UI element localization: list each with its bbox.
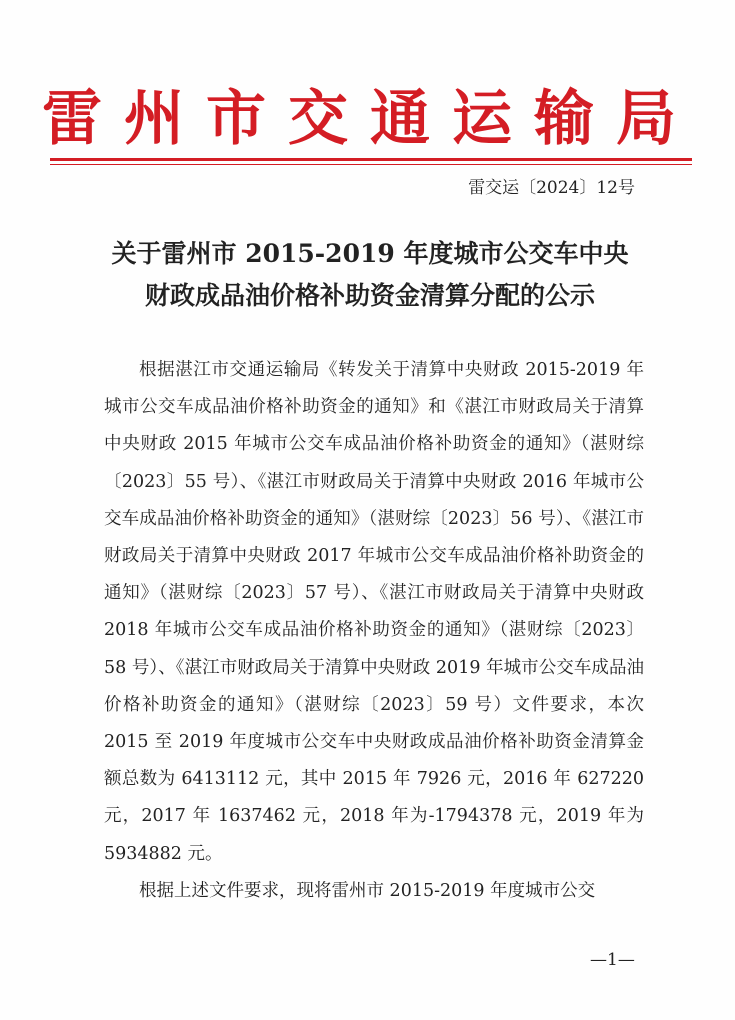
header-red-rule	[50, 158, 692, 161]
body-paragraph-2: 根据上述文件要求，现将雷州市 2015-2019 年度城市公交	[139, 880, 596, 901]
document-title-line-2: 财政成品油价格补助资金清算分配的公示	[144, 281, 595, 310]
issuing-organization-title: 雷州市交通运输局	[42, 84, 698, 154]
document-body	[104, 352, 644, 910]
page-number: —1—	[590, 950, 635, 970]
header-red-thin-rule	[50, 164, 692, 165]
document-number: 雷交运〔2024〕12号	[468, 178, 635, 198]
document-title-line-1: 关于雷州市 2015-2019 年度城市公交车中央	[111, 239, 629, 268]
document-title	[60, 233, 680, 317]
body-paragraph-1: 根据湛江市交通运输局《转发关于清算中央财政 2015-2019 年城市公交车成品油价格补助资金的通知》和《湛江市财政局关于清算中央财政 2015 年城市公交车成品油价格补助资金的通知》（湛财综〔2023〕55 号）、《湛江市财政局关于清算中央财政 2016 年城市公交车成品油价格补助资金的通知》（湛财综〔2023〕56 号）、《湛江市财政局关于清算中央财政 2017 年城市公交车成品油价格补助资金的通知》（湛财综〔2023〕57 号）、《湛江市财政局关于清算中央财政 2018 年城市公交车成品油价格补助资金的通知》（湛财综〔2023〕58 号）、《湛江市财政局关于清算中央财政 2019 年城市公交车成品油价格补助资金的通知》（湛财综〔2023〕59 号）文件要求，本次 2015 至 2019 年度城市公交车中央财政成品油价格补助资金清算金额总数为 6413112 元，其中 2015 年 7926 元，2016 年 627220 元，2017 年 1637462 元，2018 年为-1794378 元，2019 年为 5934882 元。	[104, 360, 644, 864]
